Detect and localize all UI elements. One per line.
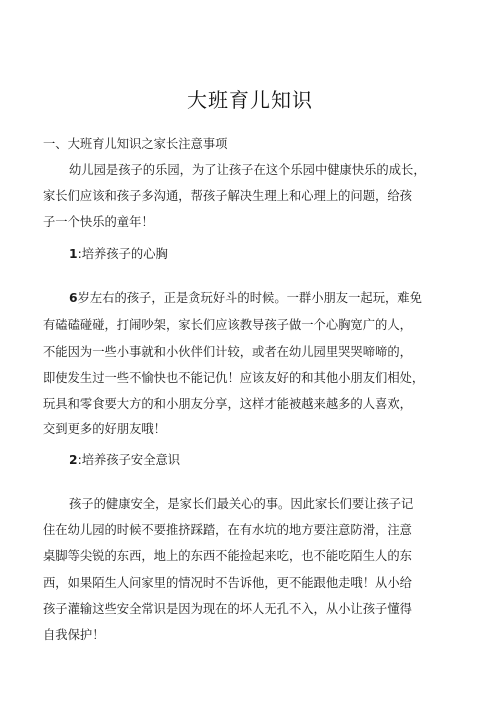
point1-line: 不能因为一些小事就和小伙伴们计较，或者在幼儿园里哭哭啼啼的， [43,345,412,359]
intro-line: 幼儿园是孩子的乐园，为了让孩子在这个乐园中健康快乐的成长， [69,163,426,177]
point2-line: 孩子的健康安全，是家长们最关心的事。因此家长们要让孩子记 [69,497,414,511]
point2-line: 西，如果陌生人问家里的情况时不告诉他，更不能跟他走哦！从小给 [43,576,412,590]
point2-line: 桌脚等尖锐的东西，地上的东西不能捡起来吃，也不能吃陌生人的东 [43,549,412,563]
point2-line: 孩子灌输这些安全常识是因为现在的坏人无孔不入，从小让孩子懂得 [43,602,412,616]
point1-lead-number: 6 [69,291,78,305]
section-heading: 一、大班育儿知识之家长注意事项 [43,137,228,151]
point1-line: 即使发生过一些不愉快也不能记仇！应该友好的和其他小朋友们相处， [43,371,425,385]
page-title: 大班育儿知识 [187,88,313,112]
point2-heading-text: :培养孩子安全意识 [77,453,181,467]
point1-heading [69,246,168,262]
point1-line-text: 岁左右的孩子，正是贪玩好斗的时候。一群小朋友一起玩，难免 [77,291,422,305]
point1-line [69,290,422,306]
point1-heading-text: :培养孩子的心胸 [77,247,168,261]
point1-line: 有磕磕碰碰，打闹吵架，家长们应该教导孩子做一个心胸宽广的人， [43,318,412,332]
point1-line: 交到更多的好朋友哦！ [43,422,166,436]
point2-heading [69,452,180,468]
point1-number: 1 [69,247,78,261]
point2-number: 2 [69,453,78,467]
point2-line: 住在幼儿园的时候不要推挤踩踏，在有水坑的地方要注意防滑，注意 [43,523,412,537]
point2-line: 自我保护！ [43,628,105,642]
intro-line: 子一个快乐的童年！ [43,215,154,229]
point1-line: 玩具和零食要大方的和小朋友分享，这样才能被越来越多的人喜欢， [43,397,412,411]
intro-line: 家长们应该和孩子多沟通，帮孩子解决生理上和心理上的问题，给孩 [43,189,412,203]
